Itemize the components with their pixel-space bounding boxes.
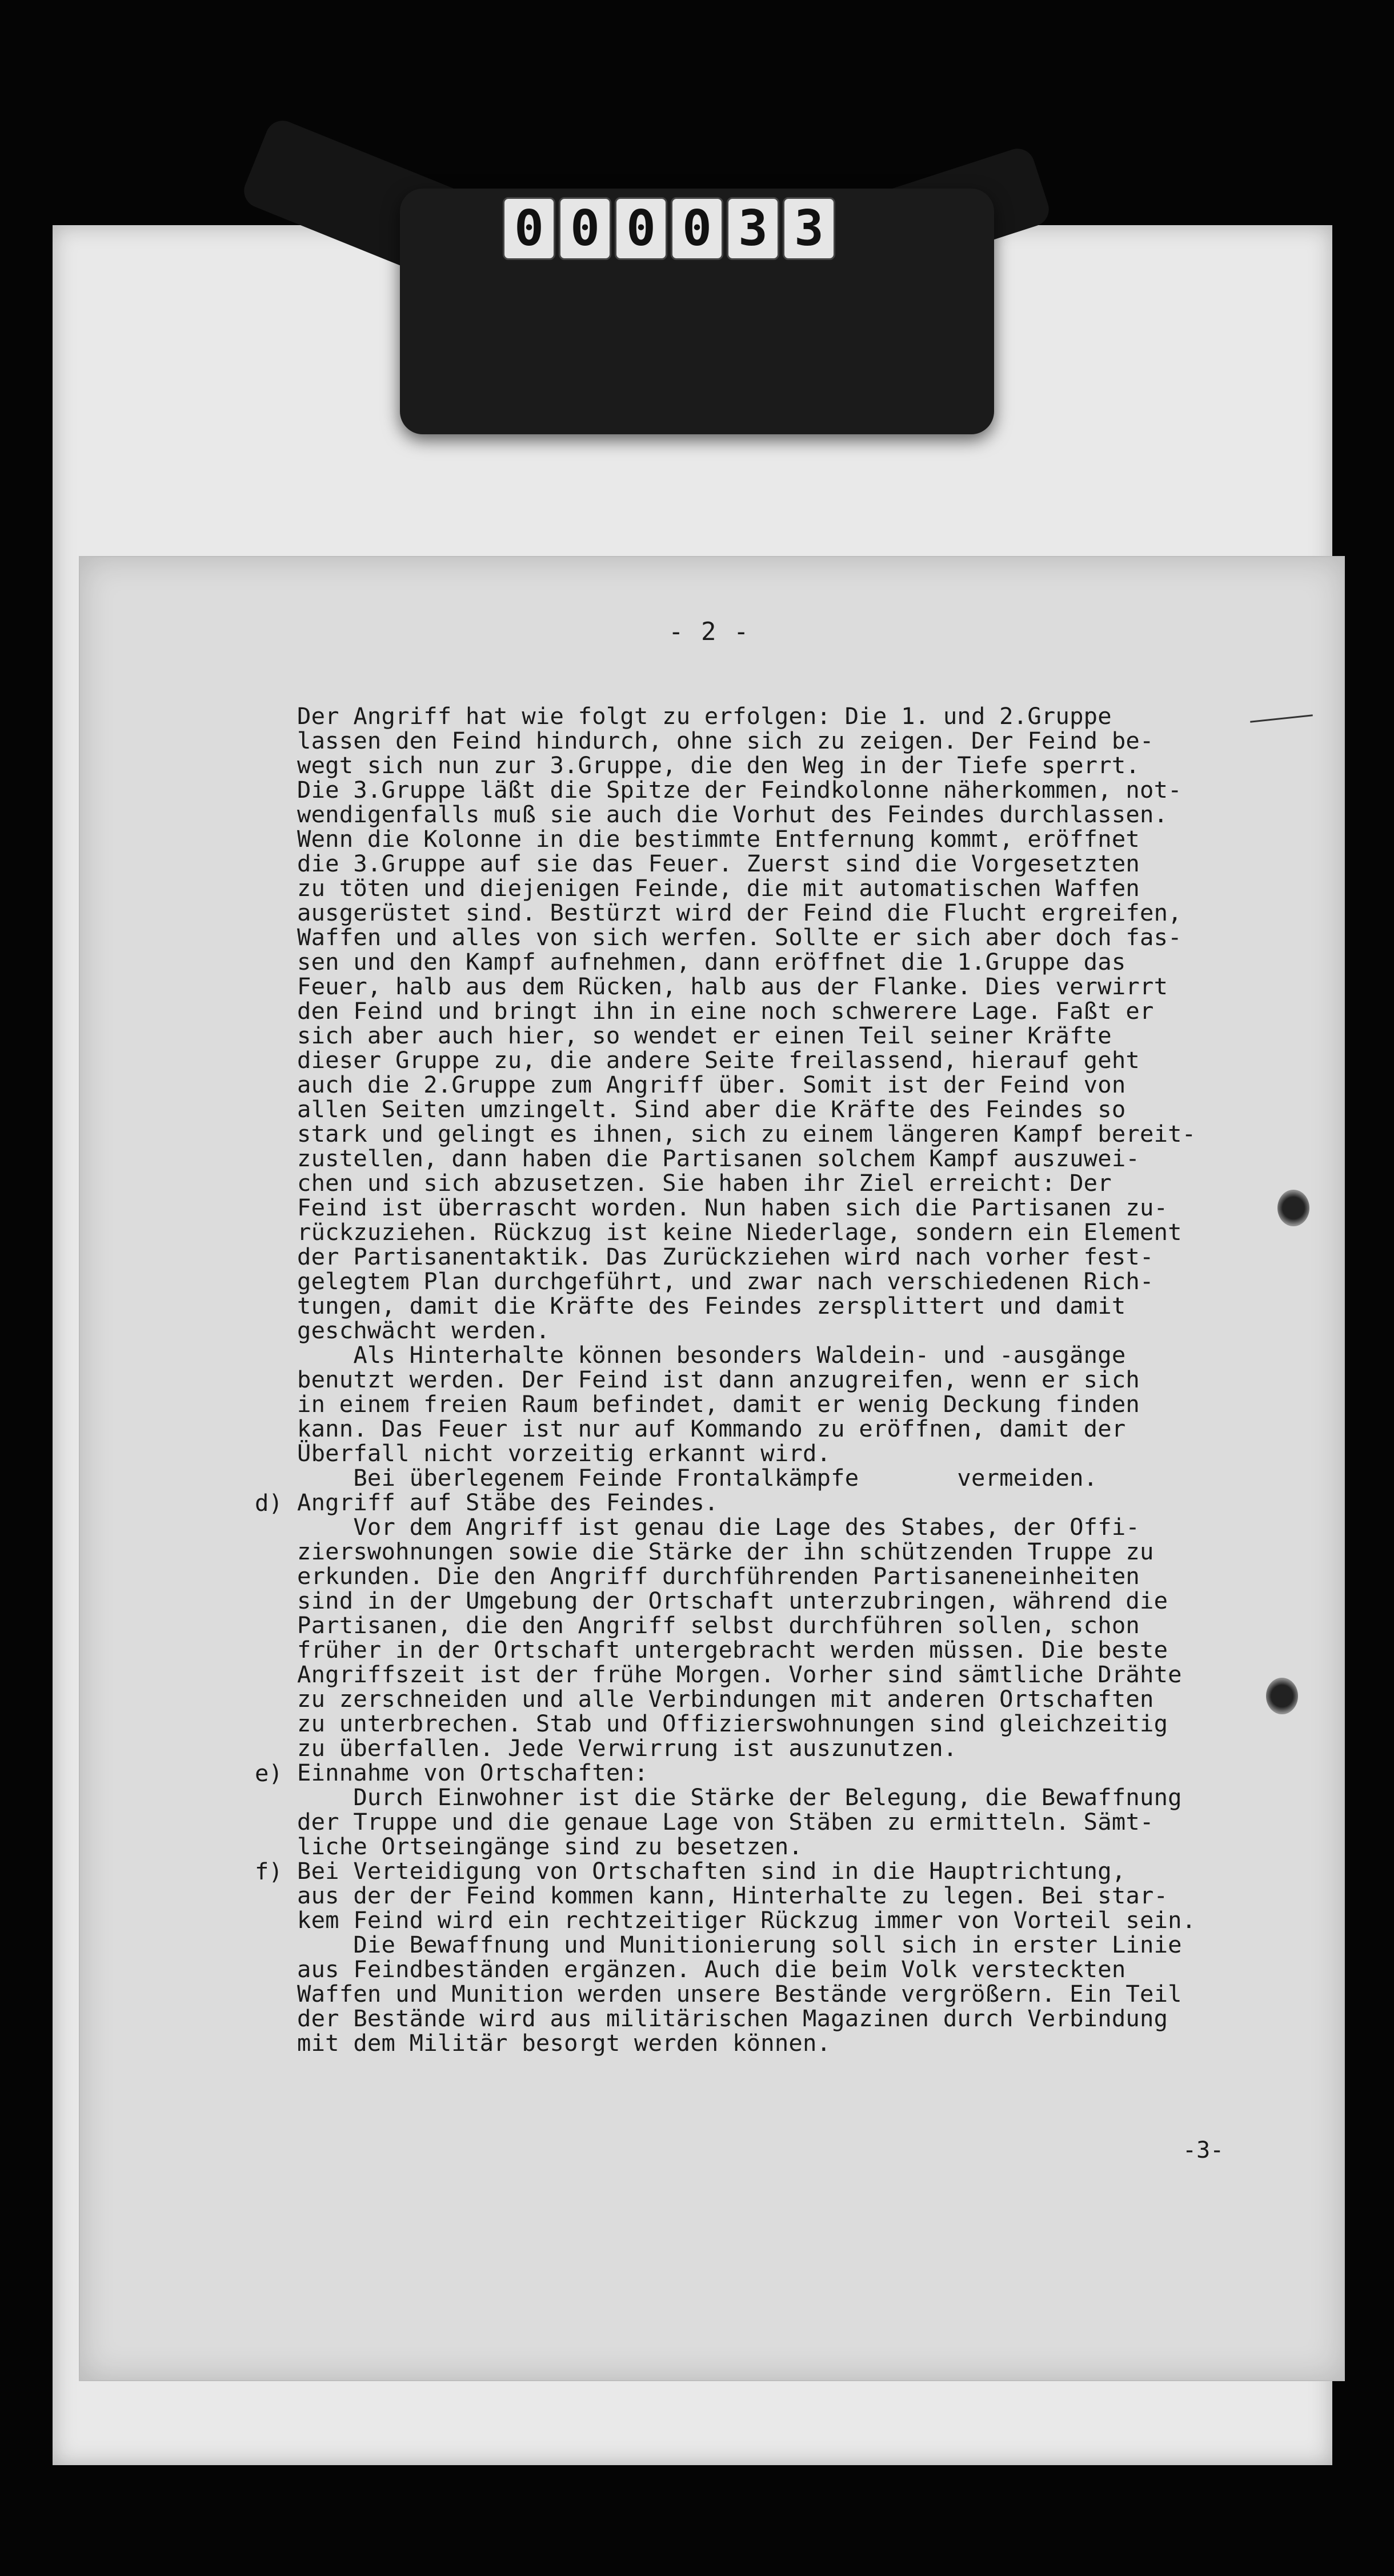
- text-line: zu töten und diejenigen Feinde, die mit automatischen Waffen: [297, 874, 1140, 902]
- text-line: kem Feind wird ein rechtzeitiger Rückzug immer von Vorteil sein.: [297, 1906, 1196, 1934]
- text-line: zierswohnungen sowie die Stärke der ihn schützenden Truppe zu: [297, 1538, 1154, 1565]
- list-marker-d: d): [255, 1489, 283, 1517]
- text-line: Feind ist überrascht worden. Nun haben sich die Partisanen zu-: [297, 1194, 1168, 1221]
- text-line: zu zerschneiden und alle Verbindungen mit anderen Ortschaften: [297, 1685, 1154, 1713]
- text-line: dieser Gruppe zu, die andere Seite freilassend, hierauf geht: [297, 1046, 1140, 1074]
- frame-counter: [503, 197, 835, 259]
- text-line: Vor dem Angriff ist genau die Lage des Stabes, der Offi-: [297, 1513, 1140, 1541]
- frame-digit: 3: [727, 197, 779, 260]
- text-line: Durch Einwohner ist die Stärke der Belegung, die Bewaffnung: [297, 1783, 1182, 1811]
- page-number: - 2 -: [668, 617, 750, 646]
- text-line: früher in der Ortschaft untergebracht werden müssen. Die beste: [297, 1636, 1168, 1663]
- text-line: Einnahme von Ortschaften:: [297, 1759, 648, 1786]
- text-line: Angriff auf Stäbe des Feindes.: [297, 1489, 719, 1516]
- text-line: Angriffszeit ist der frühe Morgen. Vorher sind sämtliche Drähte: [297, 1661, 1182, 1688]
- text-line: aus der der Feind kommen kann, Hinterhalte zu legen. Bei star-: [297, 1882, 1168, 1909]
- frame-digit: 3: [783, 197, 835, 260]
- punch-hole-upper: [1277, 1190, 1309, 1226]
- text-line: chen und sich abzusetzen. Sie haben ihr Ziel erreicht: Der: [297, 1169, 1112, 1197]
- frame-digit: 0: [503, 197, 555, 260]
- text-line: zu unterbrechen. Stab und Offizierswohnungen sind gleichzeitig: [297, 1710, 1168, 1737]
- text-line: Als Hinterhalte können besonders Waldein- und -ausgänge: [297, 1341, 1126, 1369]
- text-line: stark und gelingt es ihnen, sich zu einem längeren Kampf bereit-: [297, 1120, 1196, 1147]
- text-line: der Truppe und die genaue Lage von Stäben zu ermitteln. Sämt-: [297, 1808, 1154, 1835]
- text-line: auch die 2.Gruppe zum Angriff über. Somit ist der Feind von: [297, 1071, 1126, 1098]
- text-line: den Feind und bringt ihn in eine noch schwerere Lage. Faßt er: [297, 997, 1154, 1025]
- text-line: der Bestände wird aus militärischen Magazinen durch Verbindung: [297, 2005, 1168, 2032]
- text-line: Waffen und Munition werden unsere Bestände vergrößern. Ein Teil: [297, 1980, 1182, 2007]
- punch-hole-lower: [1266, 1678, 1298, 1714]
- text-line: Partisanen, die den Angriff selbst durchführen sollen, schon: [297, 1611, 1140, 1639]
- text-line: allen Seiten umzingelt. Sind aber die Kräfte des Feindes so: [297, 1095, 1126, 1123]
- text-line: liche Ortseingänge sind zu besetzen.: [297, 1833, 803, 1860]
- text-line: Bei überlegenem Feinde Frontalkämpfe vermeiden.: [297, 1464, 1098, 1491]
- text-line: sind in der Umgebung der Ortschaft unterzubringen, während die: [297, 1587, 1168, 1614]
- text-line: Die Bewaffnung und Munitionierung soll sich in erster Linie: [297, 1931, 1182, 1958]
- text-line: gelegtem Plan durchgeführt, und zwar nach verschiedenen Rich-: [297, 1267, 1154, 1295]
- text-line: Der Angriff hat wie folgt zu erfolgen: Die 1. und 2.Gruppe: [297, 702, 1112, 730]
- text-line: Überfall nicht vorzeitig erkannt wird.: [297, 1439, 831, 1467]
- text-line: erkunden. Die den Angriff durchführenden Partisaneneinheiten: [297, 1562, 1140, 1590]
- text-line: lassen den Feind hindurch, ohne sich zu zeigen. Der Feind be-: [297, 727, 1154, 754]
- text-line: mit dem Militär besorgt werden können.: [297, 2029, 831, 2057]
- text-line: sich aber auch hier, so wendet er einen Teil seiner Kräfte: [297, 1022, 1112, 1049]
- text-line: die 3.Gruppe auf sie das Feuer. Zuerst sind die Vorgesetzten: [297, 850, 1140, 877]
- frame-digit: 0: [671, 197, 723, 260]
- next-page-indicator: -3-: [1183, 2137, 1224, 2163]
- text-line: Bei Verteidigung von Ortschaften sind in die Hauptrichtung,: [297, 1857, 1126, 1885]
- list-marker-f: f): [255, 1858, 283, 1885]
- text-line: zustellen, dann haben die Partisanen solchem Kampf auszuwei-: [297, 1145, 1140, 1172]
- text-line: in einem freien Raum befindet, damit er wenig Deckung finden: [297, 1390, 1140, 1418]
- typed-text-body: [297, 704, 1303, 2055]
- text-line: Die 3.Gruppe läßt die Spitze der Feindkolonne näherkommen, not-: [297, 776, 1182, 803]
- frame-digit: 0: [559, 197, 611, 260]
- text-line: aus Feindbeständen ergänzen. Auch die beim Volk versteckten: [297, 1955, 1126, 1983]
- text-line: tungen, damit die Kräfte des Feindes zersplittert und damit: [297, 1292, 1126, 1319]
- text-line: rückzuziehen. Rückzug ist keine Niederlage, sondern ein Element: [297, 1218, 1182, 1246]
- text-line: benutzt werden. Der Feind ist dann anzugreifen, wenn er sich: [297, 1366, 1140, 1393]
- text-line: Feuer, halb aus dem Rücken, halb aus der Flanke. Dies verwirrt: [297, 973, 1168, 1000]
- text-line: zu überfallen. Jede Verwirrung ist auszunutzen.: [297, 1734, 958, 1762]
- frame-digit: 0: [615, 197, 667, 260]
- text-line: ausgerüstet sind. Bestürzt wird der Feind die Flucht ergreifen,: [297, 899, 1182, 926]
- text-line: Wenn die Kolonne in die bestimmte Entfernung kommt, eröffnet: [297, 825, 1140, 853]
- text-line: wendigenfalls muß sie auch die Vorhut des Feindes durchlassen.: [297, 801, 1168, 828]
- text-line: Waffen und alles von sich werfen. Sollte er sich aber doch fas-: [297, 923, 1182, 951]
- text-line: geschwächt werden.: [297, 1317, 550, 1344]
- text-line: kann. Das Feuer ist nur auf Kommando zu eröffnen, damit der: [297, 1415, 1126, 1442]
- text-line: wegt sich nun zur 3.Gruppe, die den Weg in der Tiefe sperrt.: [297, 751, 1140, 779]
- text-line: der Partisanentaktik. Das Zurückziehen wird nach vorher fest-: [297, 1243, 1154, 1270]
- list-marker-e: e): [255, 1759, 283, 1787]
- text-line: sen und den Kampf aufnehmen, dann eröffnet die 1.Gruppe das: [297, 948, 1126, 975]
